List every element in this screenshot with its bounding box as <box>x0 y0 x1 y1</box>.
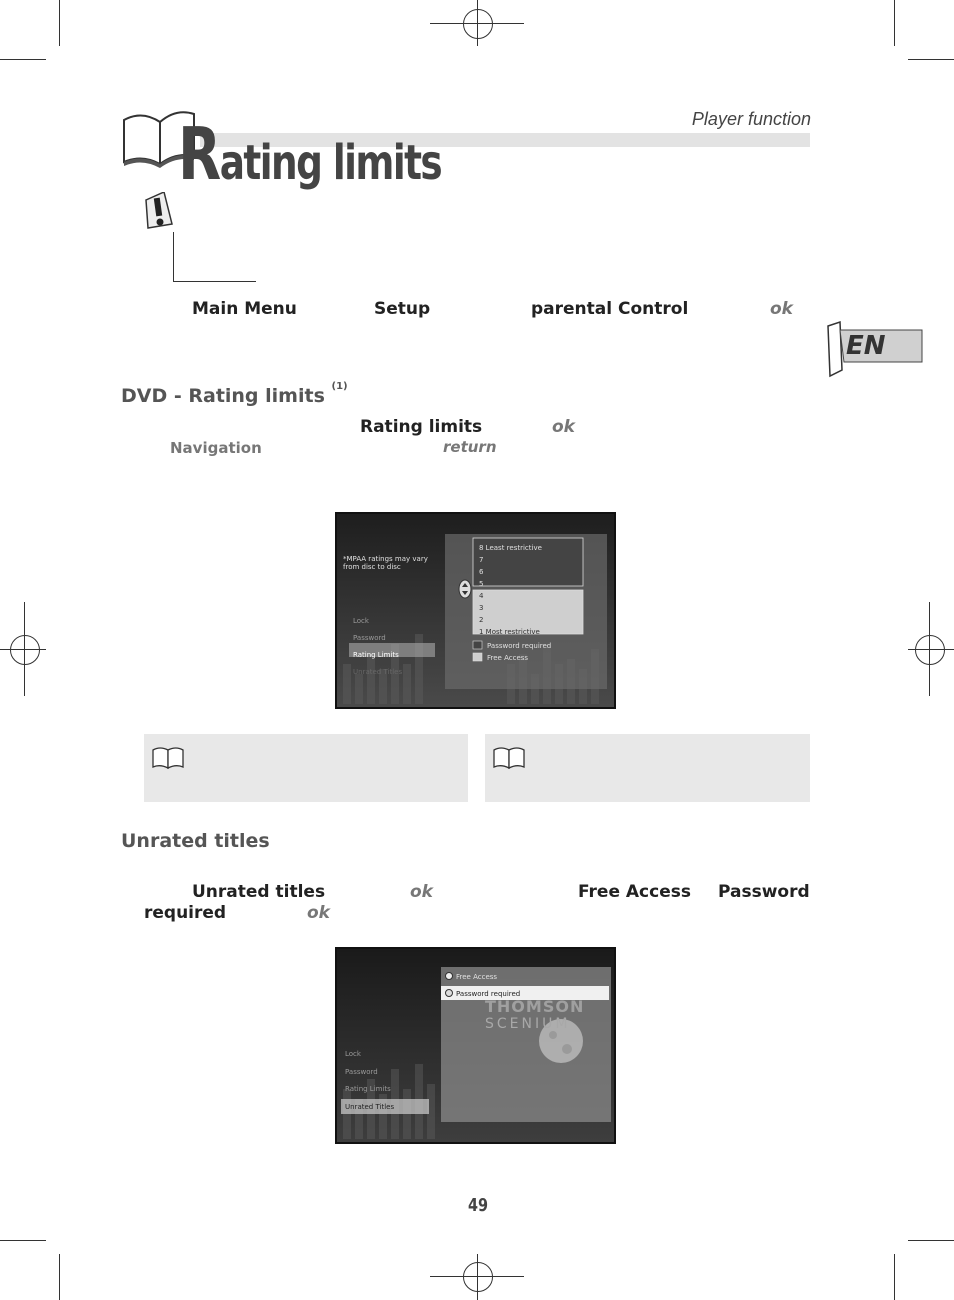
ok-key-4: ok <box>307 903 330 923</box>
warning-bracket <box>173 232 256 282</box>
warning-icon <box>144 192 176 236</box>
rating-levels-list <box>479 542 583 638</box>
ok-key-3: ok <box>410 882 433 902</box>
language-badge <box>826 320 926 382</box>
brand-line1: THOMSON <box>485 997 585 1016</box>
setup-keyword: Setup <box>374 299 431 319</box>
ok-key: ok <box>770 299 793 319</box>
rating-limits-keyword: Rating limits <box>360 417 483 437</box>
note-book-icon <box>492 744 526 770</box>
footnote-marker: (1) <box>331 381 348 392</box>
note-box-left <box>144 734 468 802</box>
password-keyword: Password <box>718 882 810 902</box>
legend-password-required: Password required <box>487 642 552 650</box>
note-book-icon <box>151 744 185 770</box>
section-label: Player function <box>691 109 811 129</box>
main-menu-keyword: Main Menu <box>192 299 297 319</box>
unrated-titles-screen <box>335 947 616 1144</box>
menu-lock[interactable]: Lock <box>353 617 369 625</box>
rating-level-3[interactable]: 3 <box>479 604 484 612</box>
rating-level-2[interactable]: 2 <box>479 616 484 624</box>
navigation-keyword: Navigation <box>170 439 262 457</box>
brand-watermark <box>485 997 584 1032</box>
free-access-keyword: Free Access <box>578 882 691 902</box>
unrated-titles-heading: Unrated titles <box>121 830 270 852</box>
mpaa-note: *MPAA ratings may vary from disc to disc <box>343 555 428 571</box>
option-free-access[interactable]: Free Access <box>456 973 498 981</box>
menu-rating-limits[interactable]: Rating Limits <box>353 651 399 659</box>
menu-password[interactable]: Password <box>353 634 386 642</box>
dvd-rating-limits-heading <box>121 381 348 407</box>
dvd-heading-text: DVD - Rating limits <box>121 385 325 407</box>
rating-level-4[interactable]: 4 <box>479 592 484 600</box>
brand-line2: SCENIUM <box>485 1016 571 1032</box>
page-title <box>178 112 441 196</box>
menu-password[interactable]: Password <box>345 1067 378 1076</box>
title-rest: ating limits <box>219 135 442 191</box>
menu-unrated-titles[interactable]: Unrated Titles <box>353 668 403 676</box>
title-initial: R <box>178 112 220 196</box>
menu-unrated-titles[interactable]: Unrated Titles <box>345 1102 395 1111</box>
unrated-titles-keyword: Unrated titles <box>192 882 326 902</box>
screen2-side-menu <box>345 1046 433 1116</box>
rating-level-5[interactable]: 5 <box>479 580 484 588</box>
rating-level-7[interactable]: 7 <box>479 556 484 564</box>
option-password-required[interactable]: Password required <box>456 990 521 998</box>
menu-rating-limits[interactable]: Rating Limits <box>345 1085 391 1093</box>
legend-free-access: Free Access <box>487 654 529 662</box>
parental-control-keyword: parental Control <box>531 299 689 319</box>
return-key: return <box>443 438 497 456</box>
ok-key-2: ok <box>552 417 575 437</box>
language-label: EN <box>846 331 886 361</box>
page-number: 49 <box>468 1195 489 1216</box>
note-box-right <box>485 734 810 802</box>
rating-level-6[interactable]: 6 <box>479 568 484 576</box>
required-keyword: required <box>144 903 227 923</box>
rating-limits-screen <box>335 512 616 709</box>
rating-level-1[interactable]: 1 Most restrictive <box>479 628 540 636</box>
screen1-side-menu <box>353 613 433 681</box>
rating-level-8[interactable]: 8 Least restrictive <box>479 544 542 552</box>
menu-lock[interactable]: Lock <box>345 1050 361 1058</box>
